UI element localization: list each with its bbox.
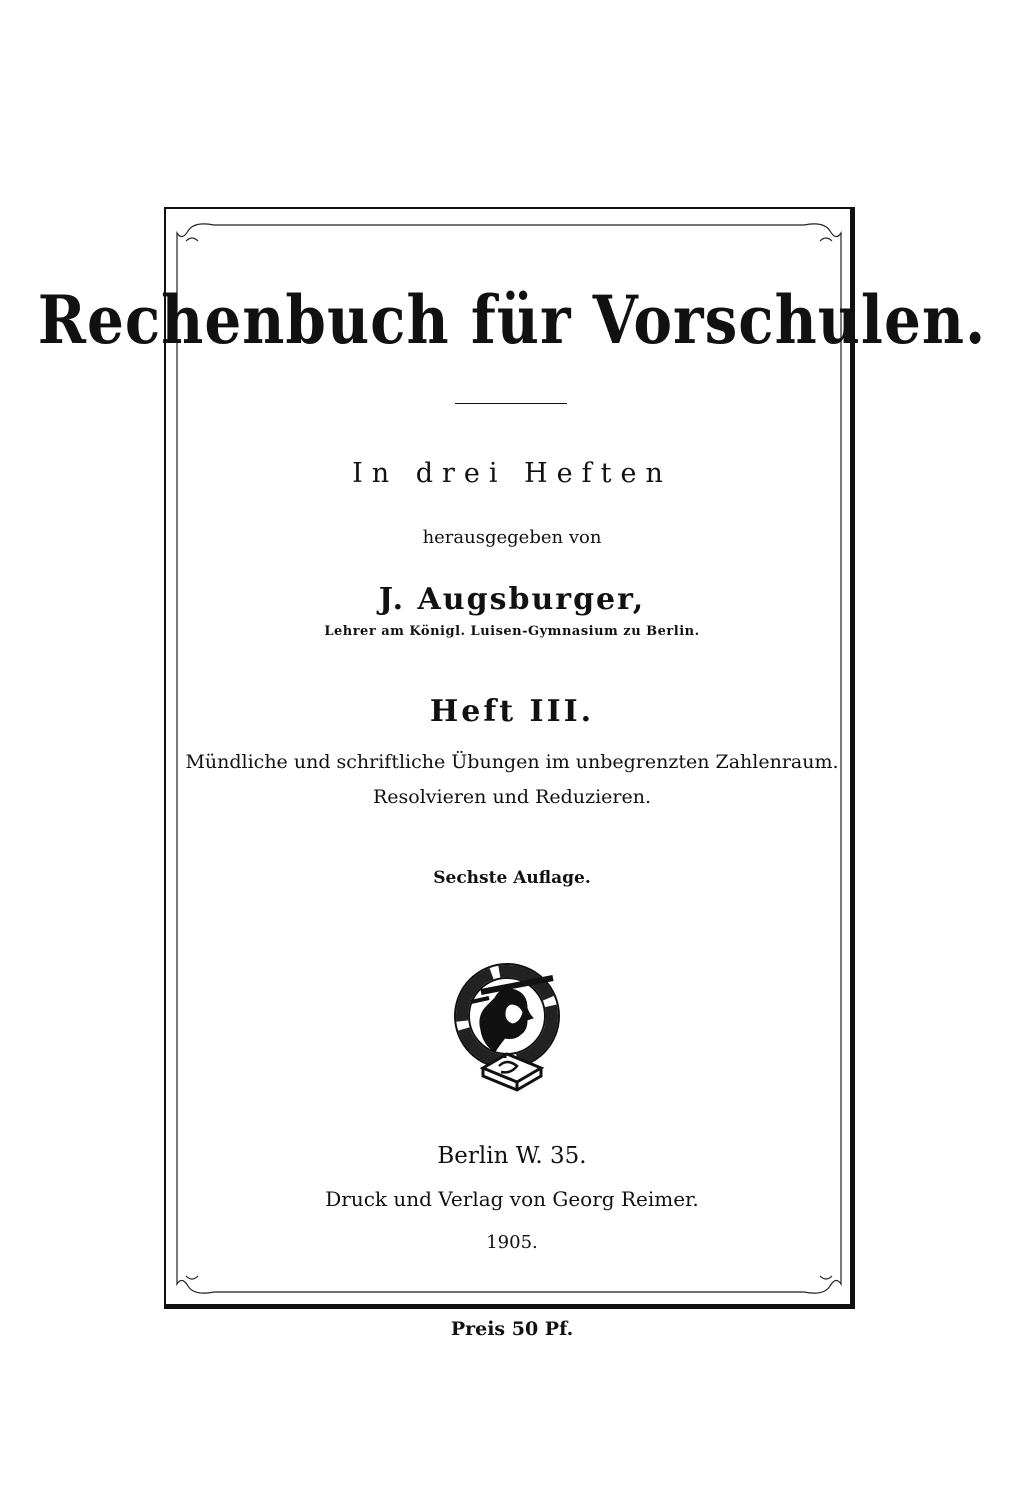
price-label: Preis 50 Pf. <box>450 1318 574 1340</box>
book-title: Rechenbuch für Vorschulen. <box>37 280 987 360</box>
author-name: J. Augsburger, <box>378 582 646 617</box>
imprint-publisher: Druck und Verlag von Georg Reimer. <box>325 1187 699 1211</box>
imprint-year: 1905. <box>486 1232 538 1253</box>
imprint-city: Berlin W. 35. <box>437 1143 587 1169</box>
author-role: Lehrer am Königl. Luisen-Gymnasium zu Berlin. <box>324 624 700 639</box>
title-divider <box>455 403 567 404</box>
description-line-1: Mündliche und schriftliche Übungen im unbegrenzten Zahlenraum. <box>185 751 839 773</box>
publisher-emblem-icon <box>441 958 579 1108</box>
edition-label: Sechste Auflage. <box>433 868 591 888</box>
editor-label: herausgegeben von <box>422 527 602 548</box>
volume-label: Heft III. <box>429 694 595 729</box>
subtitle: In drei Heften <box>352 458 672 489</box>
description-line-2: Resolvieren und Reduzieren. <box>372 786 652 808</box>
